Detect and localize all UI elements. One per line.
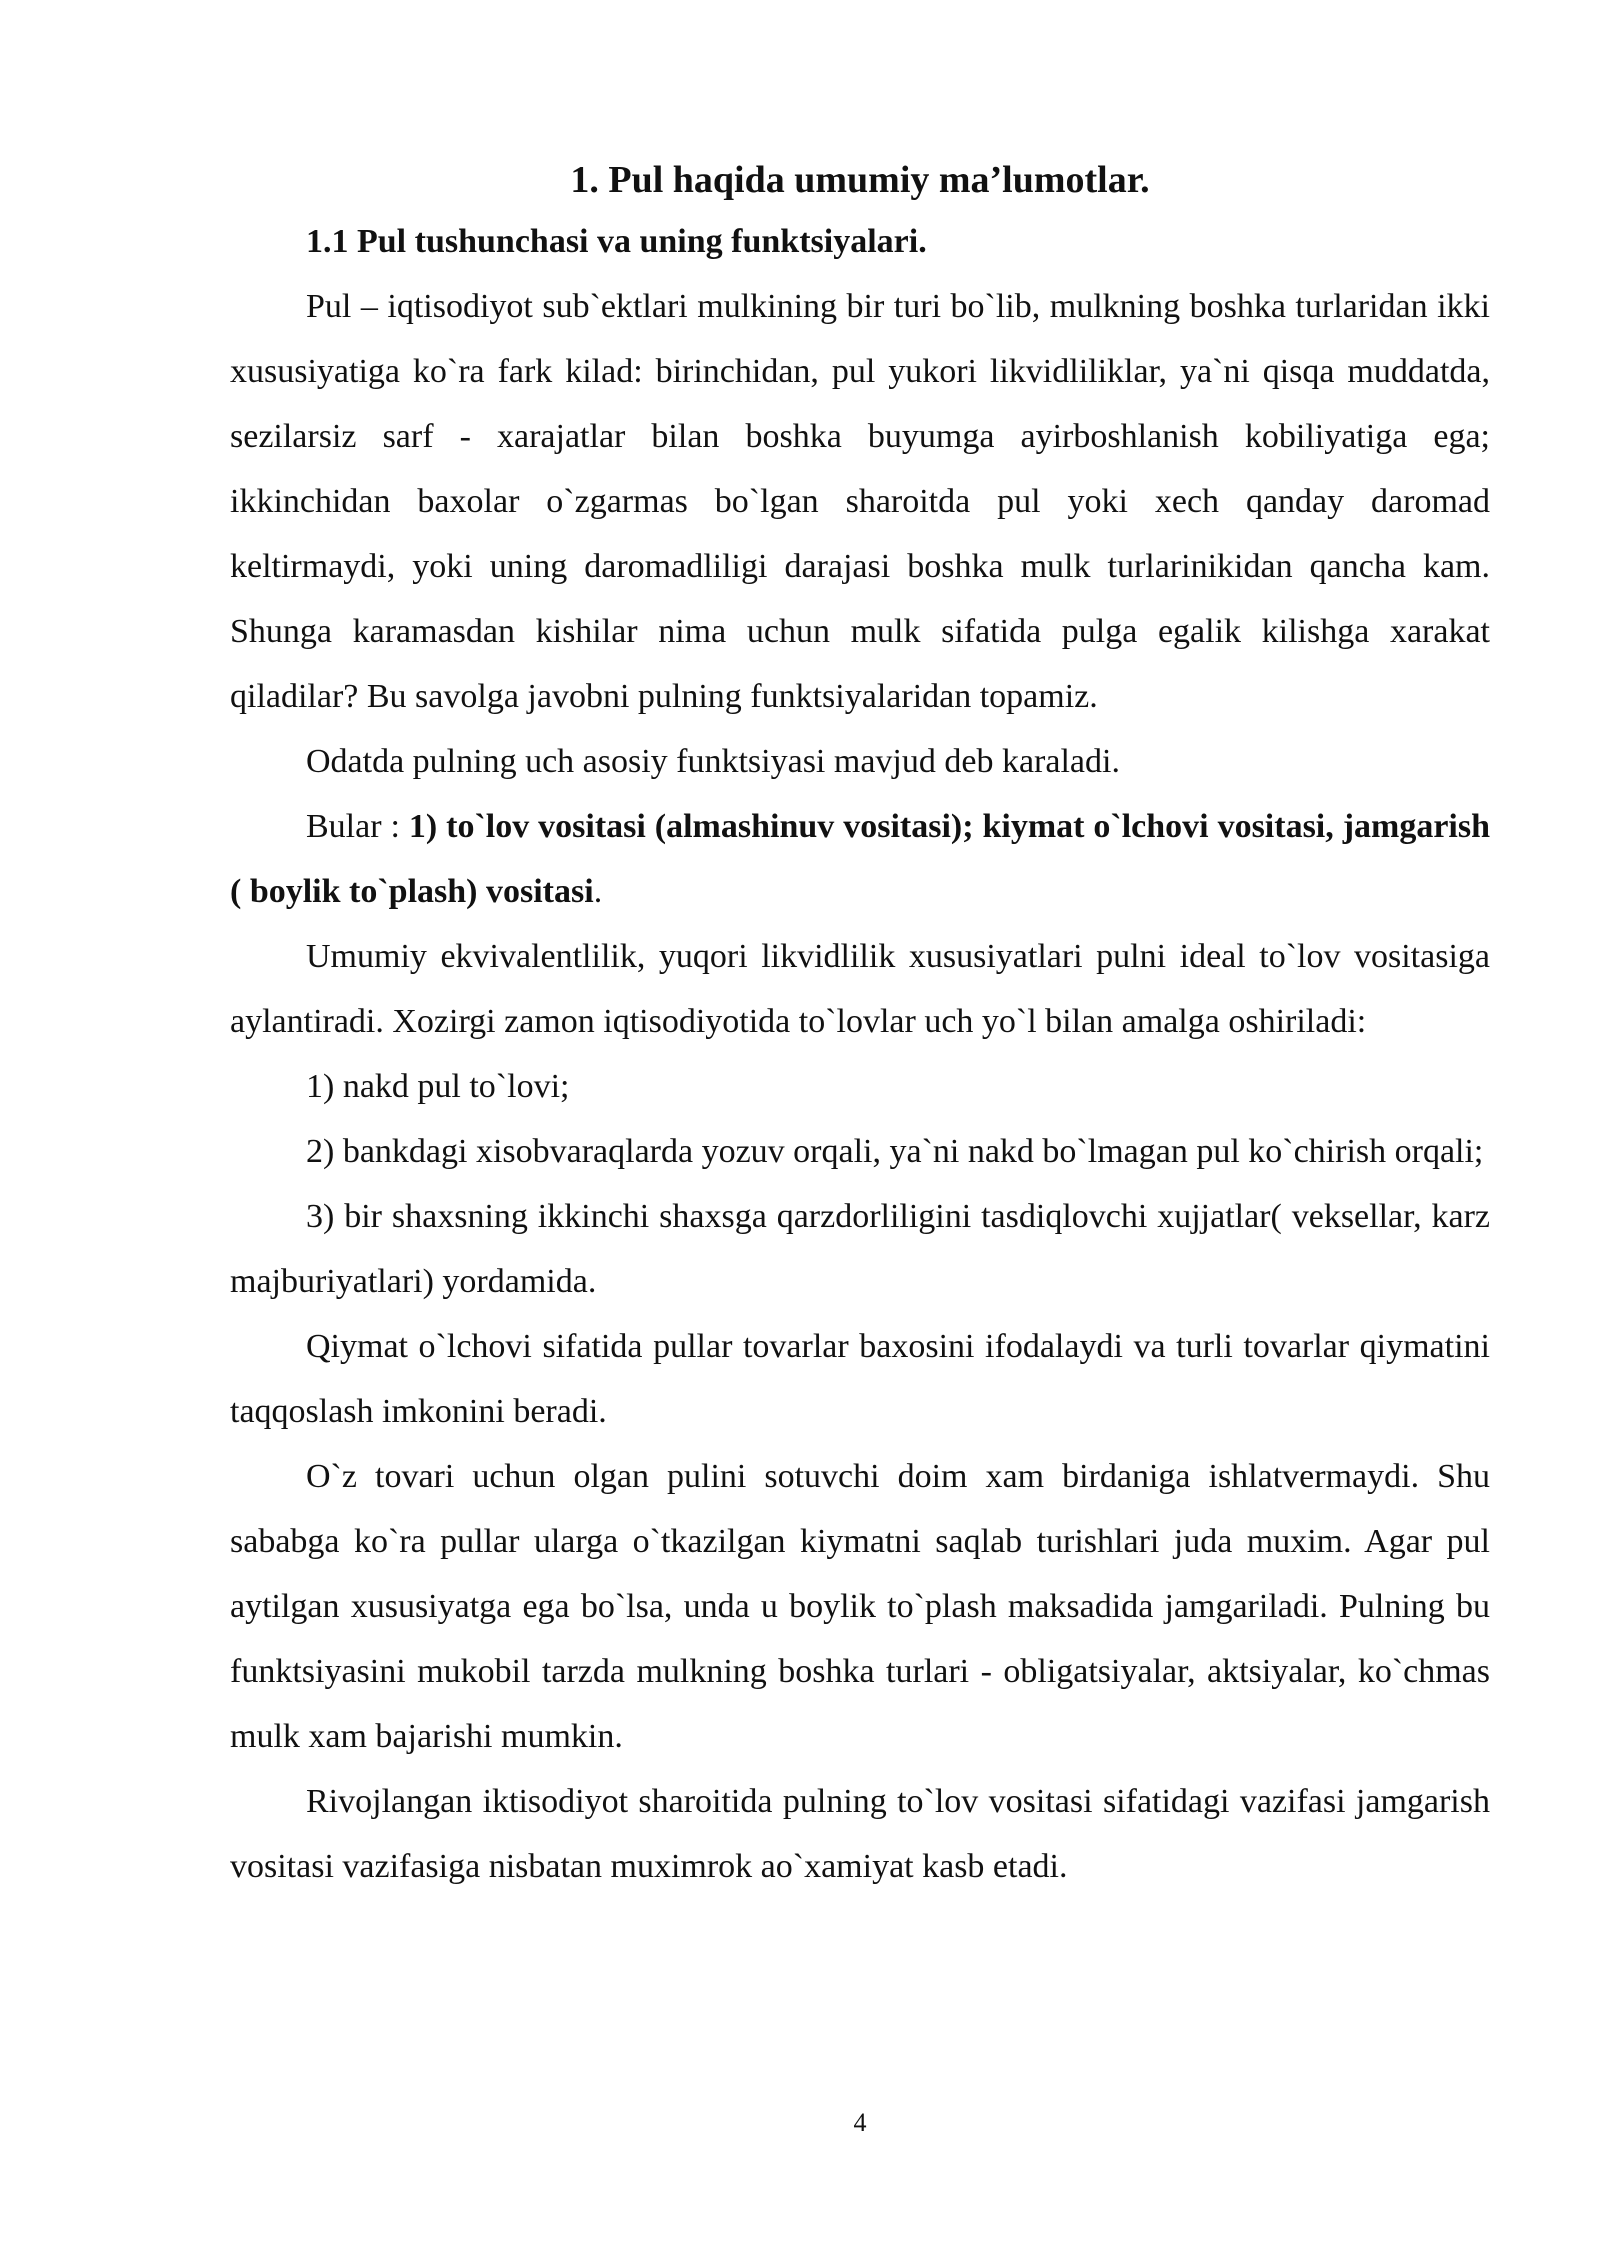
functions-lead: Bular : — [306, 808, 409, 845]
paragraph-payment-means: Umumiy ekvivalentlilik, yuqori likvidlilik xususiyatlari pulni ideal to`lov vositasiga aylantiradi. Xozirgi zamon iqtisodiyotida to`lovlar uch yo`l bilan amalga oshiriladi: — [230, 938, 1490, 1040]
list-item-bank-transfer: 2) bankdagi xisobvaraqlarda yozuv orqali, ya`ni nakd bo`lmagan pul ko`chirish orqali; — [306, 1133, 1484, 1170]
paragraph-functions-intro: Odatda pulning uch asosiy funktsiyasi mavjud deb karaladi. — [306, 743, 1120, 780]
paragraph-functions-list — [230, 794, 1490, 924]
list-item-cash: 1) nakd pul to`lovi; — [306, 1068, 570, 1105]
paragraph-developed-economy: Rivojlangan iktisodiyot sharoitida pulning to`lov vositasi sifatidagi vazifasi jamgarish vositasi vazifasiga nisbatan muximrok ao`xamiyat kasb etadi. — [230, 1783, 1490, 1885]
list-item-debt-documents: 3) bir shaxsning ikkinchi shaxsga qarzdorliligini tasdiqlovchi xujjatlar( veksellar, karz majburiyatlari) yordamida. — [230, 1198, 1490, 1300]
chapter-heading: 1. Pul haqida umumiy ma’lumotlar. — [570, 159, 1150, 201]
functions-tail: . — [593, 873, 603, 910]
page-number: 4 — [853, 2108, 867, 2137]
paragraph-definition: Pul – iqtisodiyot sub`ektlari mulkining bir turi bo`lib, mulkning boshka turlaridan ikki xususiyatiga ko`ra fark kilad: birinchidan, pul yukori likvidliliklar, ya`ni qisqa muddatda, sezilarsiz sarf - xarajatlar bilan boshka buyumga ayirboshlanish kobiliyatiga ega; ikkinchidan baxolar o`zgarmas bo`lgan sharoitda pul yoki xech qanday daromad keltirmaydi, yoki uning daromadliligi darajasi boshka mulk turlarinikidan qancha kam. Shunga karamasdan kishilar nima uchun mulk sifatida pulga egalik kilishga xarakat qiladilar? Bu savolga javobni pulning funktsiyalaridan topamiz. — [230, 288, 1490, 715]
document-page — [230, 150, 1490, 1899]
section-heading: 1.1 Pul tushunchasi va uning funktsiyalari. — [306, 223, 927, 260]
functions-bold: 1) to`lov vositasi (almashinuv vositasi); kiymat o`lchovi vositasi, jamgarish ( boylik to`plash) vositasi — [230, 808, 1491, 910]
paragraph-accumulation: O`z tovari uchun olgan pulini sotuvchi doim xam birdaniga ishlatvermaydi. Shu sababga ko`ra pullar ularga o`tkazilgan kiymatni saqlab turishlari juda muxim. Agar pul aytilgan xususiyatga ega bo`lsa, unda u boylik to`plash maksadida jamgariladi. Pulning bu funktsiyasini mukobil tarzda mulkning boshka turlari - obligatsiyalar, aktsiyalar, ko`chmas mulk xam bajarishi mumkin. — [230, 1458, 1490, 1755]
paragraph-value-measure: Qiymat o`lchovi sifatida pullar tovarlar baxosini ifodalaydi va turli tovarlar qiymatini taqqoslash imkonini beradi. — [230, 1328, 1490, 1430]
